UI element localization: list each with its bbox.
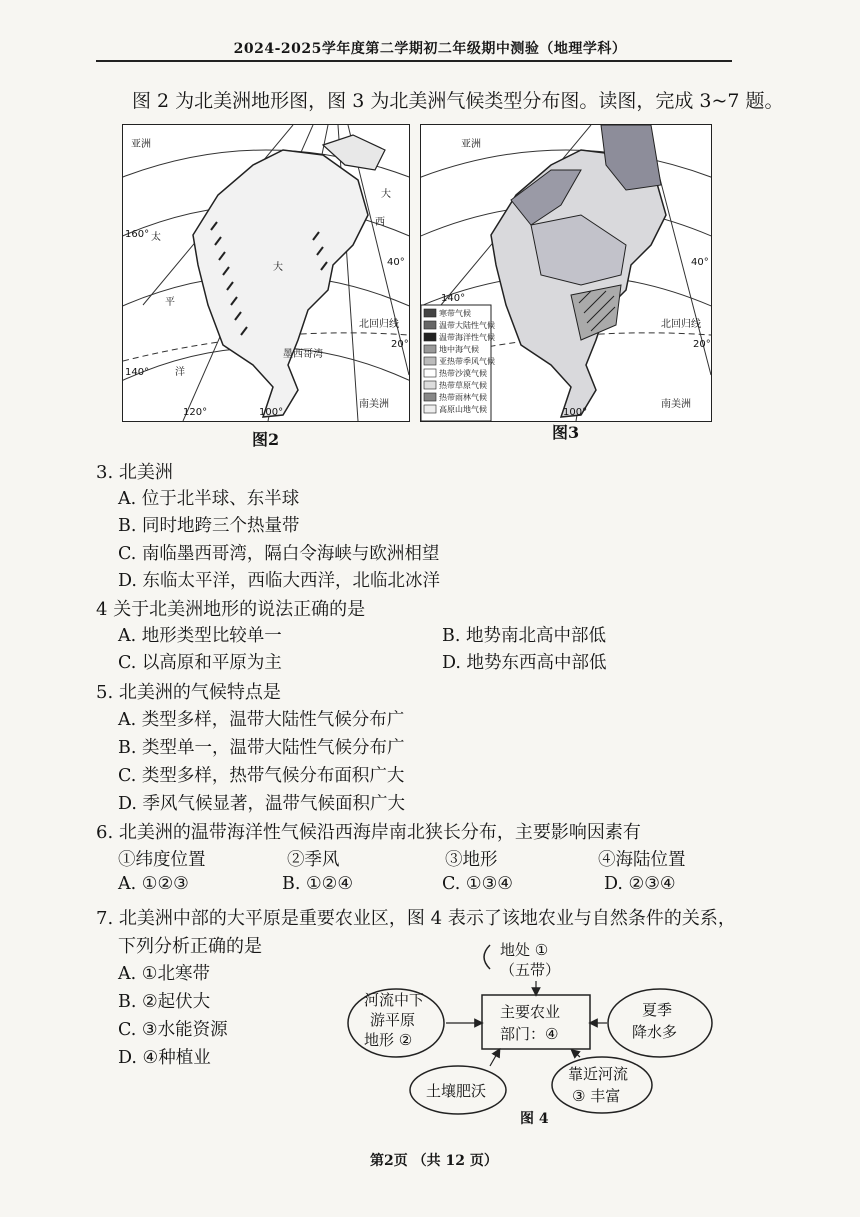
page-footer: 第2页 （共 12 页）: [370, 1153, 498, 1169]
bracket-mark: [484, 945, 490, 969]
fig3-label: 南美洲: [661, 399, 691, 410]
q4-option-b[interactable]: B. 地势南北高中部低: [442, 626, 606, 646]
q3-option-a[interactable]: A. 位于北半球、东半球: [118, 489, 300, 509]
fig3-label: 亚洲: [461, 139, 481, 150]
fig2-label: 洋: [175, 367, 185, 378]
q5-option-d[interactable]: D. 季风气候显著，温带气候面积广大: [118, 794, 406, 814]
figure-3-caption: 图3: [552, 423, 580, 442]
fig4-left-line2: 游平原: [370, 1011, 416, 1029]
figure-4-caption: 图 4: [520, 1111, 549, 1127]
fig2-label: 100°: [259, 407, 284, 418]
fig2-label: 20°: [391, 339, 409, 350]
legend-item: 温带大陆性气候: [439, 321, 495, 330]
fig2-label: 大: [273, 262, 283, 273]
intro-text: 图 2 为北美洲地形图，图 3 为北美洲气候类型分布图。读图，完成 3~7 题。: [132, 90, 784, 112]
q6-option-d[interactable]: D. ②③④: [604, 874, 676, 894]
question-stem: 北美洲的温带海洋性气候沿西海岸南北狭长分布，主要影响因素有: [118, 822, 641, 843]
legend-item: 地中海气候: [439, 345, 479, 354]
legend-item: 亚热带季风气候: [439, 357, 495, 366]
fig4-arrows: [446, 981, 607, 1066]
q5-option-c[interactable]: C. 类型多样，热带气候分布面积广大: [118, 766, 405, 786]
q6-option-c[interactable]: C. ①③④: [442, 874, 513, 894]
exam-header: 2024-2025学年度第二学期初二年级期中测验（地理学科）: [233, 41, 627, 57]
legend-item: 高原山地气候: [439, 405, 487, 414]
fig3-label: 100°: [563, 407, 588, 418]
fig3-label: 140°: [441, 293, 466, 304]
question-7: [96, 904, 736, 930]
header-rule: [96, 60, 732, 62]
legend-item: 热带雨林气候: [439, 393, 487, 402]
question-7-stem-cont: 下列分析正确的是: [118, 936, 262, 957]
fig2-label: 160°: [125, 229, 150, 240]
question-stem: 北美洲: [118, 462, 173, 483]
q6-factor-2: ②季风: [287, 850, 340, 870]
q6-option-a[interactable]: A. ①②③: [118, 874, 189, 894]
q7-option-b[interactable]: B. ②起伏大: [118, 992, 211, 1012]
q6-option-b[interactable]: B. ①②④: [282, 874, 354, 894]
question-number: 3.: [96, 462, 114, 483]
legend-item: 寒带气候: [439, 309, 471, 318]
legend-item: 温带海洋性气候: [439, 333, 495, 342]
q7-option-c[interactable]: C. ③水能资源: [118, 1020, 228, 1040]
fig4-left-line1: 河流中下: [364, 991, 425, 1009]
question-4: [96, 595, 365, 621]
fig4-bottom-right-line1: 靠近河流: [568, 1065, 629, 1083]
legend-item: 热带沙漠气候: [439, 369, 487, 378]
question-3: [96, 458, 173, 484]
legend-item: 热带草原气候: [439, 381, 487, 390]
fig2-label: 亚洲: [131, 139, 151, 150]
fig4-top-line2: （五带）: [500, 961, 561, 979]
fig2-label: 墨西哥湾: [283, 349, 323, 360]
q4-option-d[interactable]: D. 地势东西高中部低: [442, 653, 607, 673]
question-number: 4: [96, 599, 108, 620]
question-6: [96, 818, 641, 844]
fig2-label: 大: [381, 189, 391, 200]
question-stem: 关于北美洲地形的说法正确的是: [113, 599, 366, 620]
figure-2-caption: 图2: [252, 430, 280, 449]
fig2-label: 太: [151, 232, 161, 243]
fig2-label: 西: [375, 217, 385, 228]
q7-option-a[interactable]: A. ①北寒带: [118, 964, 210, 984]
climate-legend: [424, 308, 495, 414]
figure-3-climate-map: [420, 124, 712, 422]
fig4-left-line3: 地形 ②: [364, 1031, 413, 1049]
climate-map-drawing: [421, 125, 711, 421]
fig4-center-line1: 主要农业: [500, 1003, 561, 1021]
q6-factor-4: ④海陆位置: [598, 850, 686, 870]
q4-option-c[interactable]: C. 以高原和平原为主: [118, 653, 282, 673]
question-stem: 北美洲的气候特点是: [118, 682, 281, 703]
fig2-label: 120°: [183, 407, 208, 418]
question-stem: 北美洲中部的大平原是重要农业区，图 4 表示了该地农业与自然条件的关系，: [118, 908, 736, 929]
fig4-right-line1: 夏季: [642, 1001, 673, 1019]
fig4-center-line2: 部门：④: [500, 1025, 559, 1043]
q6-factor-3: ③地形: [445, 850, 498, 870]
question-5: [96, 678, 281, 704]
fig2-label: 140°: [125, 367, 150, 378]
q4-option-a[interactable]: A. 地形类型比较单一: [118, 626, 282, 646]
figure-2-terrain-map: [122, 124, 410, 422]
q3-option-c[interactable]: C. 南临墨西哥湾，隔白令海峡与欧洲相望: [118, 544, 440, 564]
q7-option-d[interactable]: D. ④种植业: [118, 1048, 211, 1068]
q6-factor-1: ①纬度位置: [118, 850, 206, 870]
q3-option-b[interactable]: B. 同时地跨三个热量带: [118, 516, 300, 536]
fig2-label: 平: [165, 297, 175, 308]
question-number: 7.: [96, 908, 114, 929]
fig3-label: 北回归线: [661, 319, 701, 330]
fig2-label: 北回归线: [359, 319, 399, 330]
question-number: 5.: [96, 682, 114, 703]
q5-option-a[interactable]: A. 类型多样，温带大陆性气候分布广: [118, 710, 405, 730]
fig4-right-line2: 降水多: [632, 1023, 678, 1041]
question-number: 6.: [96, 822, 114, 843]
fig3-label: 40°: [691, 257, 709, 268]
fig2-label: 南美洲: [359, 399, 389, 410]
fig4-bottom-right-line2: ③ 丰富: [572, 1087, 621, 1105]
fig4-bottom-left-text: 土壤肥沃: [426, 1082, 487, 1100]
fig2-label: 40°: [387, 257, 405, 268]
q3-option-d[interactable]: D. 东临太平洋，西临大西洋，北临北冰洋: [118, 571, 441, 591]
fig3-label: 20°: [693, 339, 711, 350]
q5-option-b[interactable]: B. 类型单一，温带大陆性气候分布广: [118, 738, 405, 758]
figure-4-diagram: [340, 935, 730, 1135]
fig4-top-line1: 地处 ①: [500, 941, 549, 959]
terrain-map-drawing: [123, 125, 409, 421]
